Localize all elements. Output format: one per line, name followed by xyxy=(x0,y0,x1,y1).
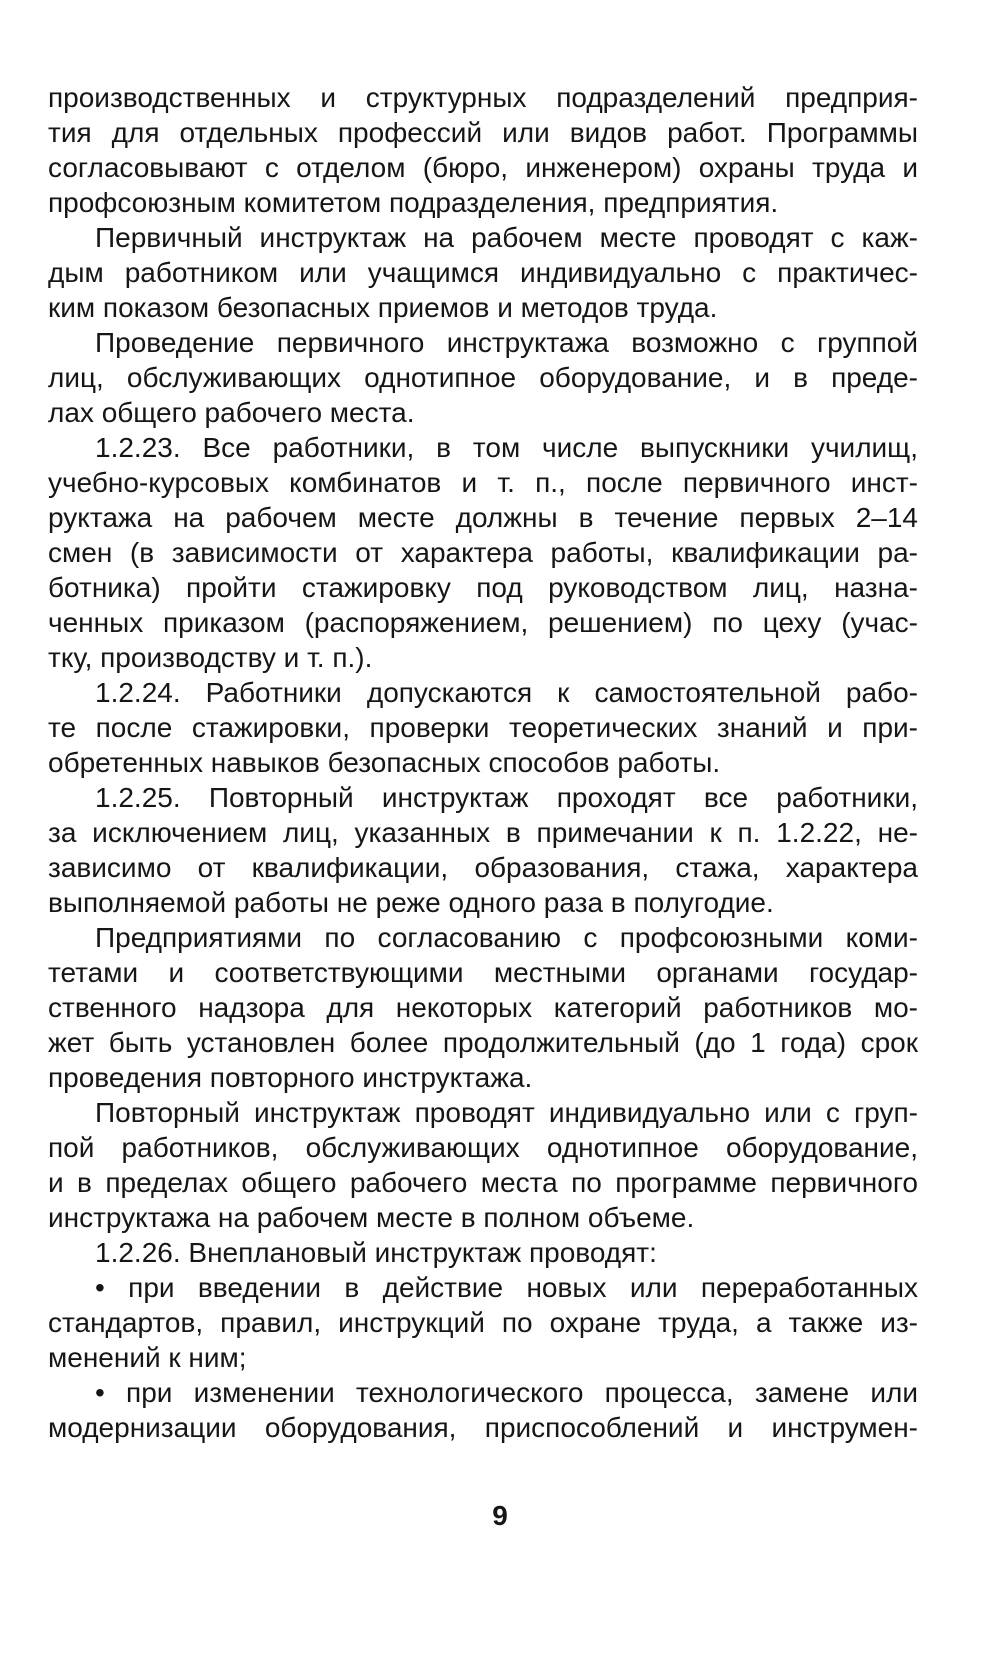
text-line: ственного надзора для некоторых категорий работников мо- xyxy=(48,992,918,1023)
text-line: менений к ним; xyxy=(48,1342,247,1373)
text-line: тетами и соответствующими местными органами государ- xyxy=(48,957,918,988)
paragraph-first-line: Проведение первичного инструктажа возможно с группой xyxy=(95,327,918,358)
text-line: производственных и структурных подразделений предприя- xyxy=(48,82,918,113)
text-line: стандартов, правил, инструкций по охране труда, а также из- xyxy=(48,1307,918,1338)
text-line: инструктажа на рабочем месте в полном объеме. xyxy=(48,1202,695,1233)
paragraph-first-line: 1.2.26. Внеплановый инструктаж проводят: xyxy=(95,1237,657,1268)
text-line: жет быть установлен более продолжительный (до 1 года) срок xyxy=(48,1027,918,1058)
text-line: ким показом безопасных приемов и методов труда. xyxy=(48,292,718,323)
text-line: дым работником или учащимся индивидуально с практичес- xyxy=(48,257,918,288)
paragraph-first-line: Предприятиями по согласованию с профсоюзными коми- xyxy=(95,922,918,953)
text-line: выполняемой работы не реже одного раза в полугодие. xyxy=(48,887,774,918)
text-line: учебно-курсовых комбинатов и т. п., после первичного инст- xyxy=(48,467,918,498)
text-line: лиц, обслуживающих однотипное оборудование, и в преде- xyxy=(48,362,918,393)
text-line: смен (в зависимости от характера работы, квалификации ра- xyxy=(48,537,918,568)
text-line: тия для отдельных профессий или видов работ. Программы xyxy=(48,117,918,148)
text-line: обретенных навыков безопасных способов работы. xyxy=(48,747,721,778)
text-line: тку, производству и т. п.). xyxy=(48,642,373,673)
text-line: пой работников, обслуживающих однотипное оборудование, xyxy=(48,1132,918,1163)
paragraph-first-line: 1.2.24. Работники допускаются к самостоятельной рабо- xyxy=(95,677,918,708)
bullet-item-line: • при изменении технологического процесса, замене или xyxy=(95,1377,918,1408)
body-text xyxy=(48,80,918,1445)
text-line: профсоюзным комитетом подразделения, предприятия. xyxy=(48,187,779,218)
text-line: за исключением лиц, указанных в примечании к п. 1.2.22, не- xyxy=(48,817,918,848)
paragraph-first-line: Первичный инструктаж на рабочем месте проводят с каж- xyxy=(95,222,918,253)
text-line: ботника) пройти стажировку под руководством лиц, назна- xyxy=(48,572,918,603)
paragraph-first-line: 1.2.23. Все работники, в том числе выпускники училищ, xyxy=(95,432,918,463)
text-line: ченных приказом (распоряжением, решением) по цеху (учас- xyxy=(48,607,918,638)
page-number: 9 xyxy=(492,1500,508,1531)
bullet-item-line: • при введении в действие новых или переработанных xyxy=(95,1272,918,1303)
text-line: проведения повторного инструктажа. xyxy=(48,1062,533,1093)
text-line: и в пределах общего рабочего места по программе первичного xyxy=(48,1167,918,1198)
text-line: зависимо от квалификации, образования, стажа, характера xyxy=(48,852,918,883)
paragraph-first-line: Повторный инструктаж проводят индивидуально или с груп- xyxy=(95,1097,918,1128)
text-line: лах общего рабочего места. xyxy=(48,397,415,428)
text-line: руктажа на рабочем месте должны в течение первых 2–14 xyxy=(48,502,918,533)
text-line: согласовывают с отделом (бюро, инженером) охраны труда и xyxy=(48,152,918,183)
text-line: те после стажировки, проверки теоретических знаний и при- xyxy=(48,712,918,743)
text-line: модернизации оборудования, приспособлений и инструмен- xyxy=(48,1412,918,1443)
paragraph-first-line: 1.2.25. Повторный инструктаж проходят все работники, xyxy=(95,782,918,813)
